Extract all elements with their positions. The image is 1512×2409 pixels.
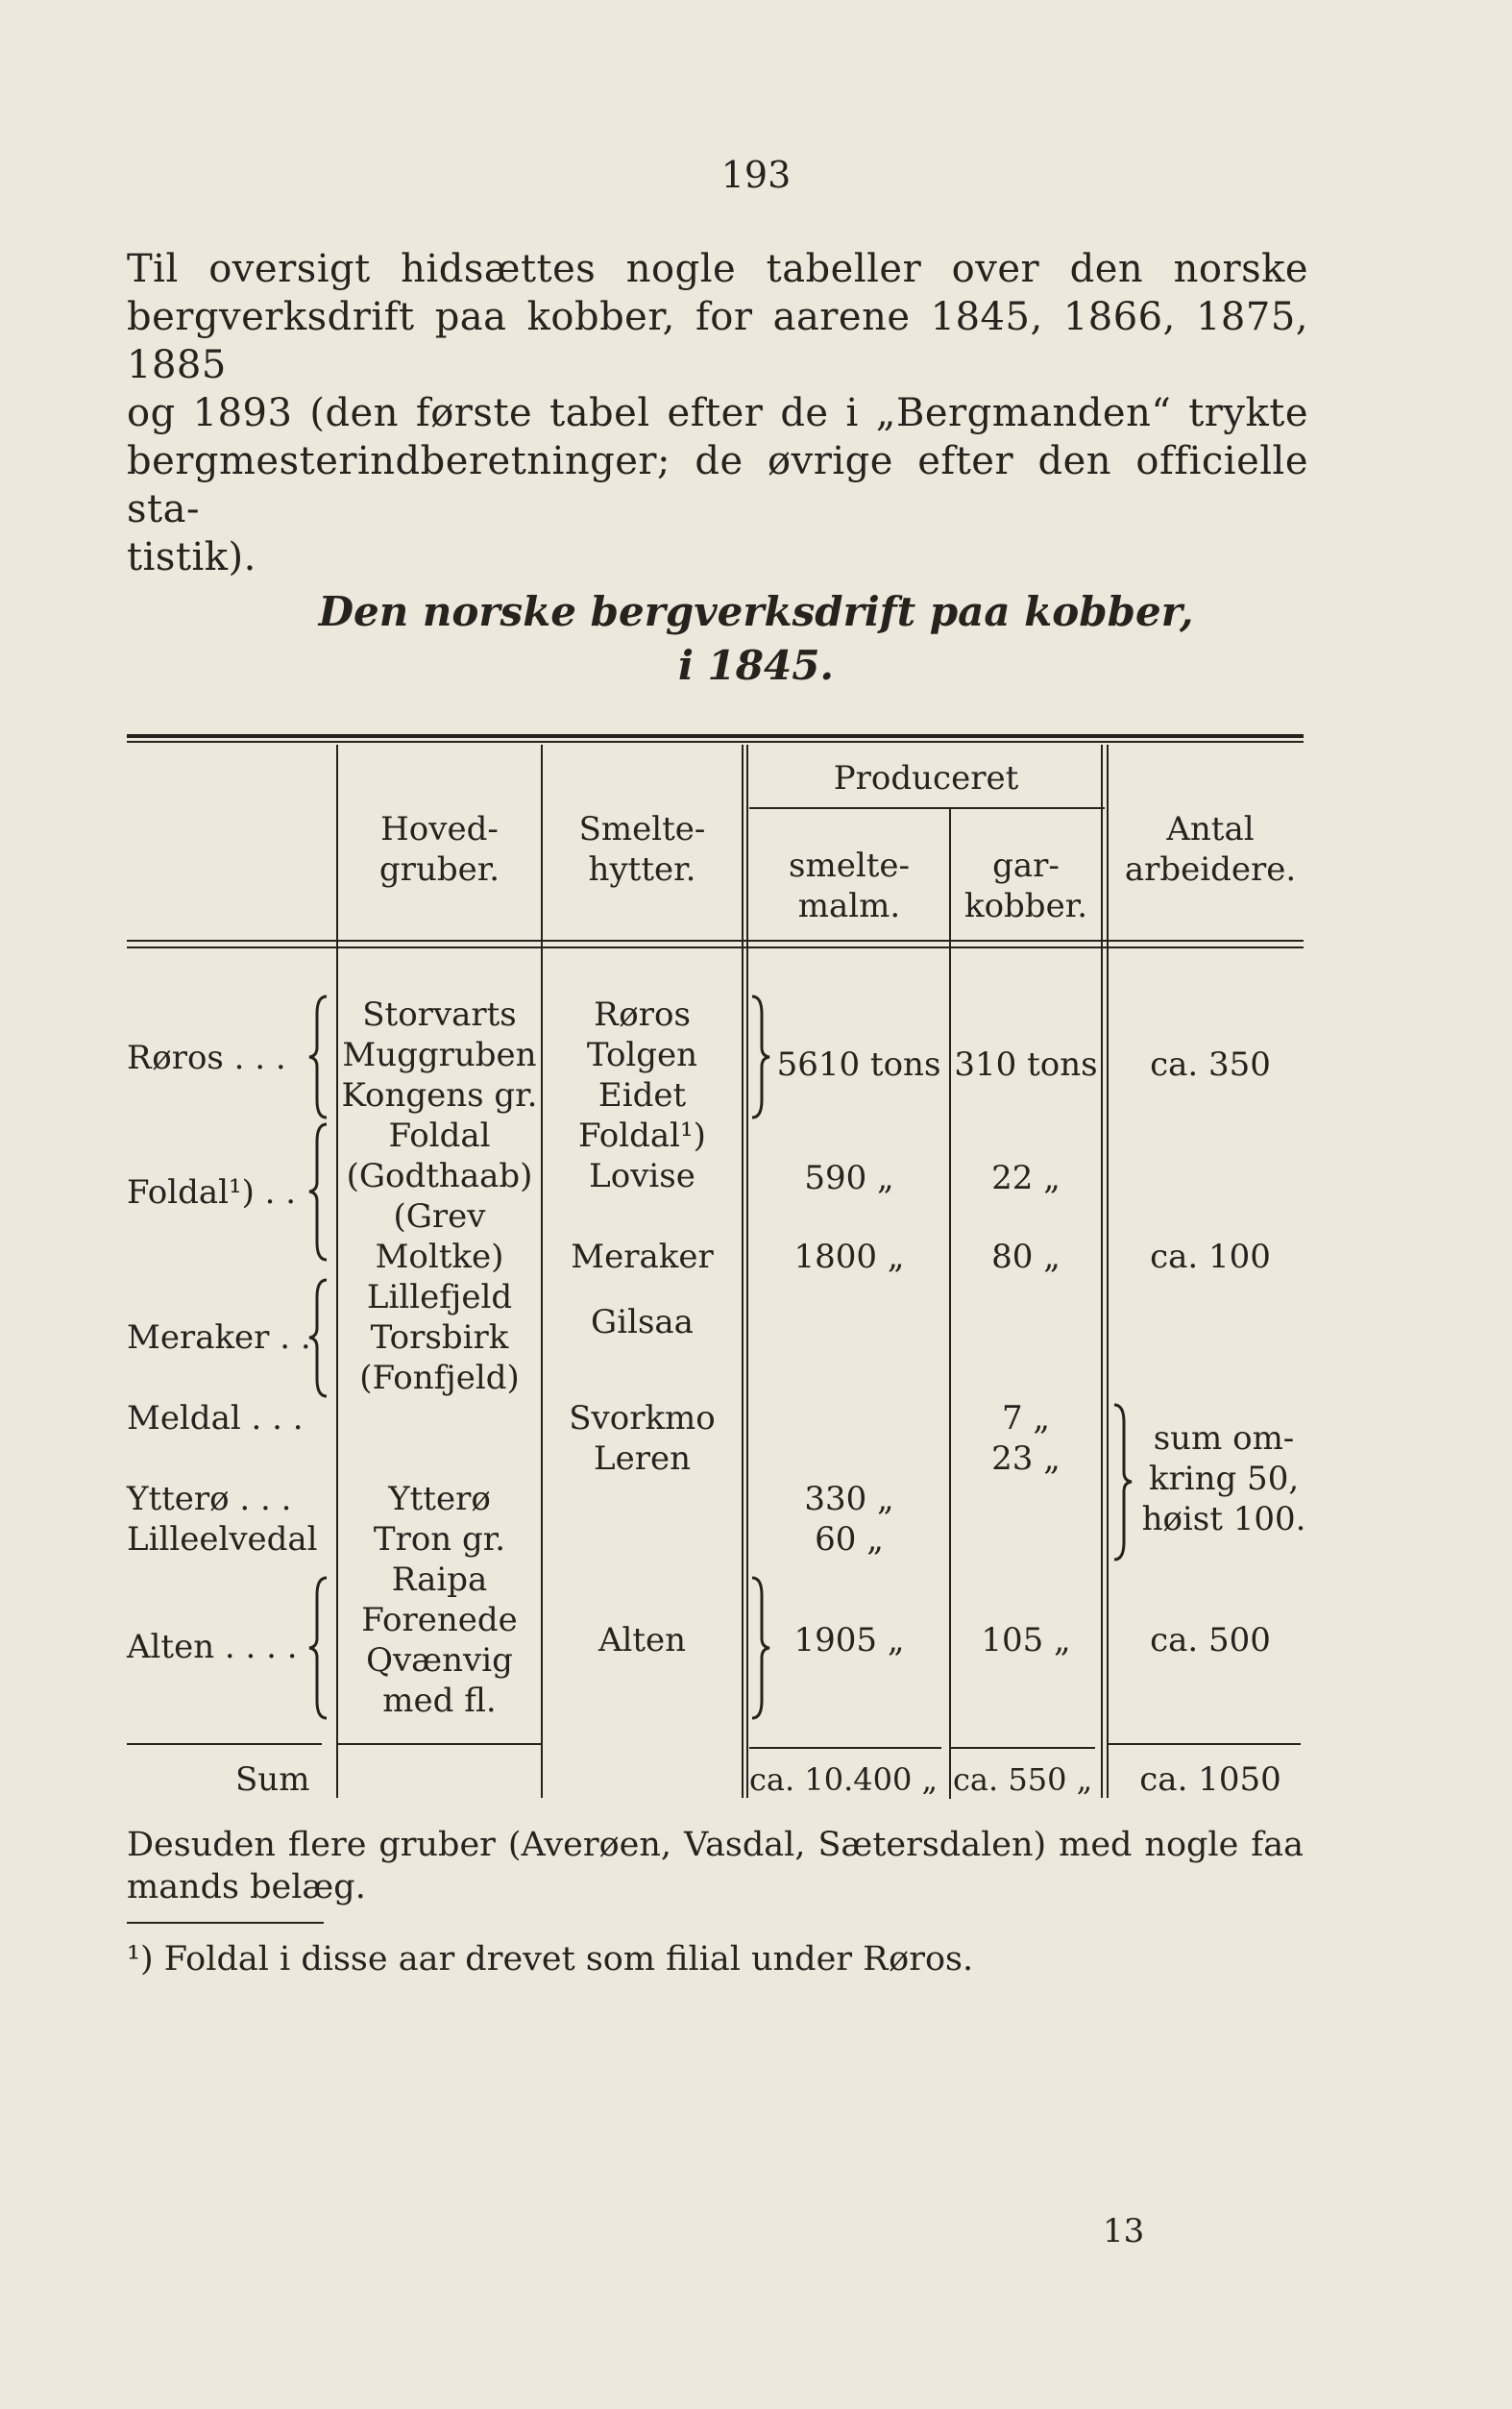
smeltemalm-cell: 60 „ (815, 1520, 884, 1559)
gruber-column-lower: Ytterø Tron gr. Raipa Forenede Qvænvig med fl. (361, 1480, 518, 1720)
district-label: Meldal . . . (127, 1399, 304, 1438)
garkobber-cell: 310 tons (954, 1045, 1098, 1084)
sum-garkobber: ca. 550 „ (953, 1761, 1093, 1798)
smeltemalm-cell: 1905 „ (793, 1621, 905, 1659)
brace (305, 1278, 334, 1398)
district-label: Røros . . . (127, 1039, 286, 1077)
sum-arbeidere: ca. 1050 (1139, 1760, 1281, 1799)
district-label: Foldal¹) . . (127, 1173, 297, 1212)
header-antal-arbeidere: Antal arbeidere. (1124, 810, 1297, 889)
arbeidere-cell: ca. 100 (1150, 1238, 1271, 1276)
brace (305, 1576, 334, 1720)
hytter-cell: Meraker (571, 1238, 714, 1276)
header-smeltehytter: Smelte- hytter. (578, 810, 706, 889)
sum-label: Sum (235, 1760, 310, 1799)
arbeidere-cell: ca. 500 (1150, 1621, 1271, 1659)
intro-line: bergverksdrift paa kobber, for aarene 1845, 1866, 1875, 1885 (127, 295, 1308, 387)
smeltemalm-cell: 590 „ (804, 1159, 894, 1197)
header-garkobber: gar- kobber. (963, 847, 1088, 925)
arbeidere-note: sum om- kring 50, høist 100. (1141, 1419, 1306, 1538)
hytter-cell: Gilsaa (591, 1303, 694, 1341)
intro-line: og 1893 (den første tabel efter de i „Bergmanden“ trykte (127, 391, 1308, 435)
garkobber-cell: 105 „ (981, 1621, 1071, 1659)
garkobber-cell: 7 „ (1001, 1399, 1051, 1438)
page-number: 193 (720, 154, 792, 196)
gruber-column: Storvarts Muggruben Kongens gr. Foldal (Godthaab) (Grev Moltke) Lillefjeld Torsbirk (Fonfjeld) (341, 996, 538, 1397)
district-label: Alten . . . . (127, 1628, 298, 1666)
brace (305, 995, 334, 1119)
hytter-column: Røros Tolgen Eidet Foldal¹) Lovise (578, 996, 706, 1195)
table-note: Desuden flere gruber (Averøen, Vasdal, Sætersdalen) med nogle faa mands belæg. (127, 1826, 1304, 1906)
intro-line: tistik). (127, 535, 256, 579)
table-title-line1: Den norske bergverksdrift paa kobber, (318, 588, 1194, 635)
table-title-line2: i 1845. (677, 642, 835, 689)
garkobber-cell: 22 „ (991, 1159, 1061, 1197)
header-produceret: Produceret (833, 759, 1019, 798)
header-smeltemalm: smelte- malm. (789, 847, 910, 925)
district-label: Lilleelvedal (127, 1520, 318, 1559)
corner-number: 13 (1103, 2212, 1145, 2250)
intro-line: Til oversigt hidsættes nogle tabeller over den norske (127, 247, 1308, 291)
hytter-cell: Alten (597, 1621, 687, 1659)
garkobber-cell: 80 „ (991, 1238, 1061, 1276)
district-label: Meraker . . (127, 1318, 311, 1357)
header-hovedgruber: Hoved- gruber. (378, 810, 500, 889)
footnote: ¹) Foldal i disse aar drevet som filial under Røros. (127, 1940, 974, 1979)
smeltemalm-cell: 330 „ (804, 1480, 894, 1518)
intro-line: bergmesterindberetninger; de øvrige efter den officielle sta- (127, 439, 1308, 531)
brace (1110, 1403, 1139, 1561)
arbeidere-cell: ca. 350 (1150, 1045, 1271, 1084)
intro-paragraph (127, 245, 1308, 581)
hytter-cell: Svorkmo (569, 1399, 716, 1438)
smeltemalm-cell: 1800 „ (793, 1238, 905, 1276)
brace (305, 1122, 334, 1262)
hytter-cell: Leren (594, 1439, 691, 1478)
smeltemalm-cell: 5610 tons (776, 1045, 941, 1084)
sum-smeltemalm: ca. 10.400 „ (749, 1761, 939, 1798)
district-label: Ytterø . . . (127, 1480, 292, 1518)
garkobber-cell: 23 „ (991, 1439, 1061, 1478)
